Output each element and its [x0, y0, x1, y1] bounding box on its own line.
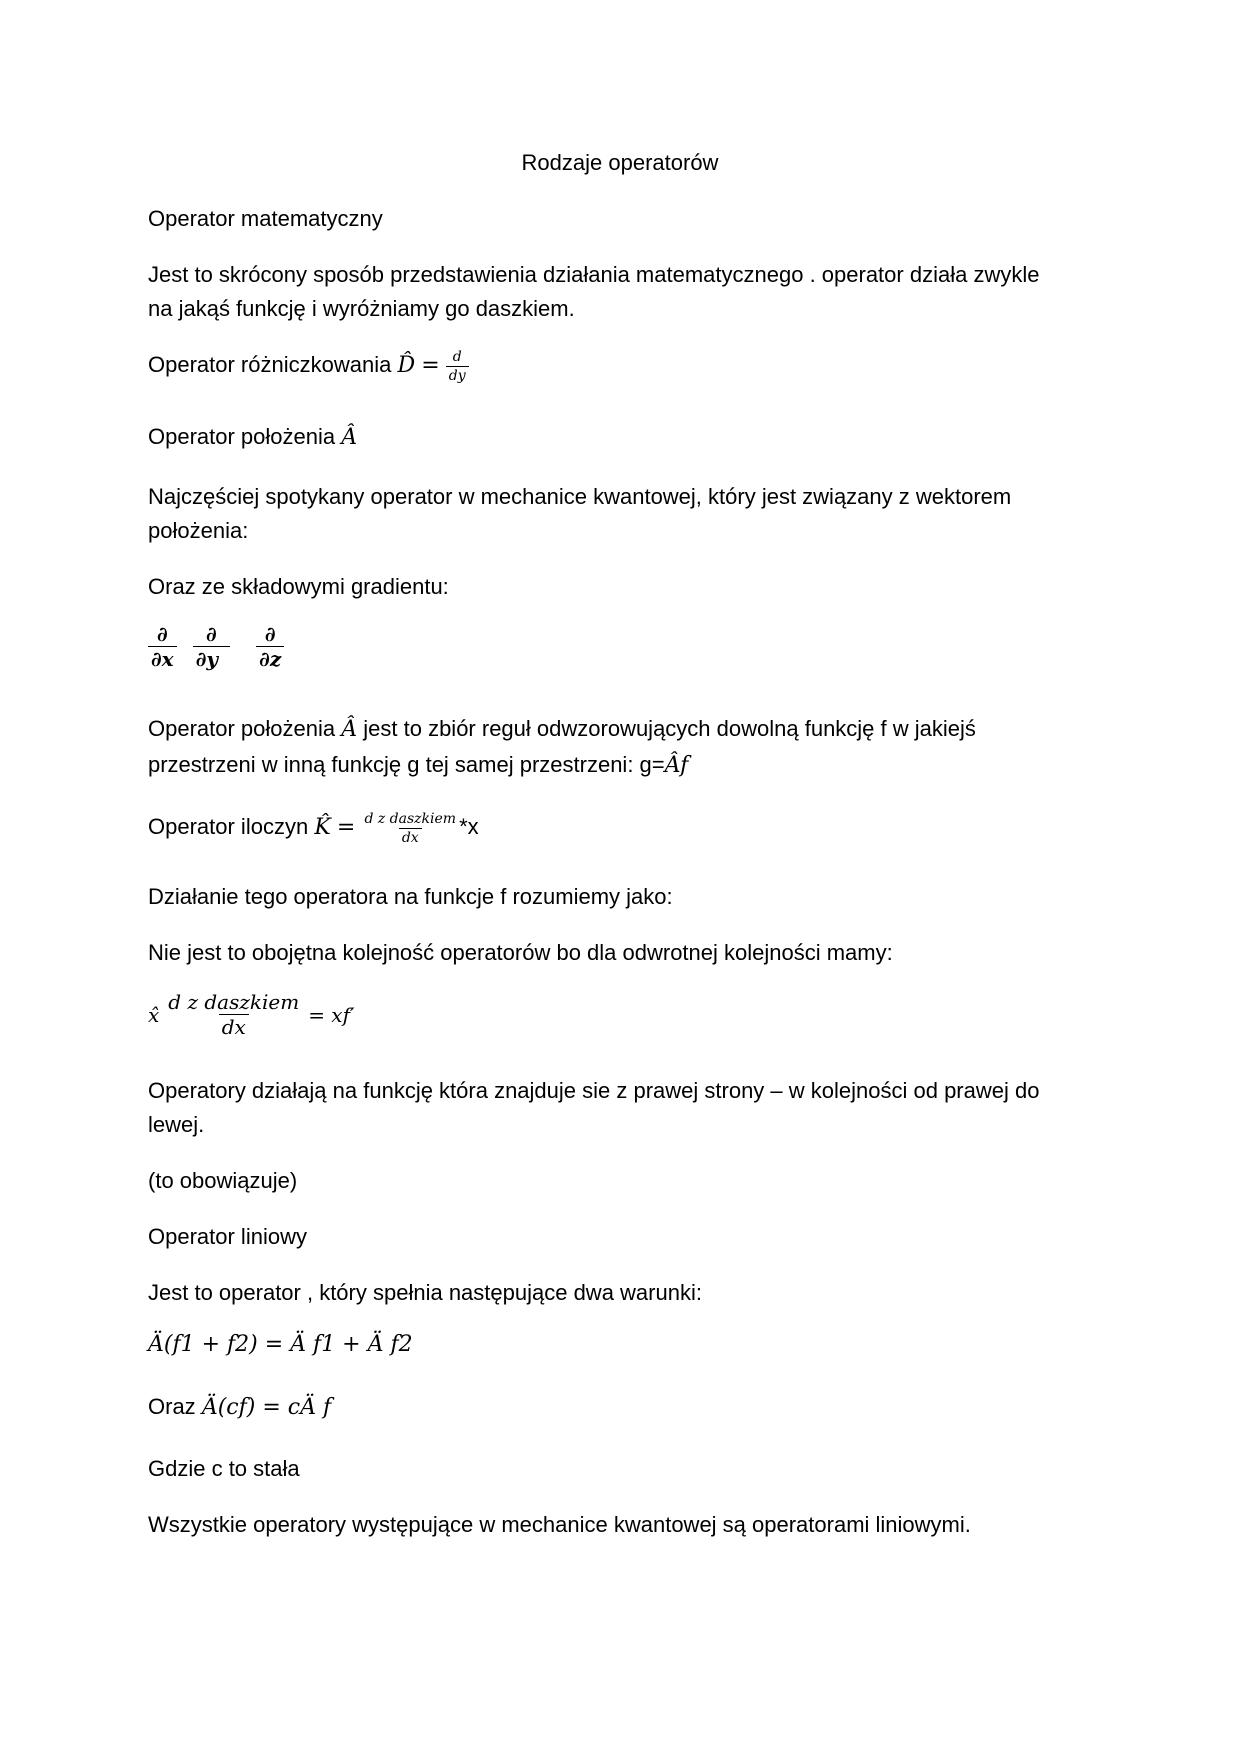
product-operator-label: Operator iloczyn [148, 814, 309, 839]
reverse-fraction [165, 992, 302, 1037]
paragraph-line: Nie jest to obojętna kolejność operatorów bo dla odwrotnej kolejności mamy: [148, 940, 893, 965]
fraction-numerator: d z daszkiem [364, 810, 457, 827]
paragraph-line: Oraz ze składowymi gradientu: [148, 574, 449, 599]
diff-operator-symbol: D̂ [397, 353, 416, 378]
paragraph-line: Jest to skrócony sposób przedstawienia działania matematycznego . operator działa zwykle [148, 262, 1040, 287]
position-operator-label: Operator położenia [148, 424, 336, 449]
paragraph-line: (to obowiązuje) [148, 1168, 298, 1193]
fraction-denominator: ∂y [193, 646, 230, 669]
text-span: Operator położenia [148, 716, 336, 741]
paragraph-line: na jakąś funkcję i wyróżniamy go daszkiem. [148, 296, 575, 321]
diff-operator-label: Operator różniczkowania [148, 352, 392, 377]
partial-x-fraction [148, 624, 177, 669]
linearity-condition-1: Ä(f1 + f2) = Ä f1 + Ä f2 [148, 1332, 413, 1357]
product-tail: *x [459, 814, 479, 839]
fraction-denominator: dx [399, 828, 422, 845]
position-operator-symbol: Â [341, 717, 358, 742]
fraction-numerator: d z daszkiem [168, 990, 300, 1014]
position-operator-definition-line [148, 748, 688, 783]
equation-row [148, 992, 355, 1037]
diff-fraction [446, 350, 469, 383]
equals-sign: = [421, 353, 440, 378]
paragraph-line: lewej. [148, 1112, 205, 1137]
equals-sign: = [336, 815, 356, 840]
fraction-numerator: ∂ [206, 622, 217, 646]
operator-applied-symbol: Âf [664, 753, 689, 778]
fraction-numerator: ∂ [264, 622, 276, 646]
linearity-condition-2: Ä(cf) = cÄ f [201, 1395, 332, 1420]
paragraph-line: Gdzie c to stała [148, 1456, 300, 1481]
fraction-denominator: ∂x [148, 646, 177, 669]
paragraph-line: Wszystkie operatory występujące w mechanice kwantowej są operatorami liniowymi. [148, 1512, 971, 1537]
product-operator-line [148, 810, 479, 845]
paragraph-line: położenia: [148, 518, 249, 543]
paragraph-line: Działanie tego operatora na funkcje f rozumiemy jako: [148, 884, 673, 909]
linearity-condition-2-line [148, 1390, 331, 1425]
heading-math-operator: Operator matematyczny [148, 206, 383, 231]
text-span: jest to zbiór reguł odwzorowujących dowolną funkcję f w jakiejś [363, 716, 976, 741]
partial-z-fraction [256, 624, 284, 669]
paragraph-line: Jest to operator , który spełnia następujące dwa warunki: [148, 1280, 702, 1305]
position-operator-symbol: Â [341, 425, 358, 450]
fraction-denominator: dx [219, 1014, 249, 1037]
fraction-numerator: d [452, 348, 462, 365]
product-fraction [361, 812, 459, 845]
diff-operator-line [148, 348, 469, 383]
fraction-denominator: dy [446, 366, 469, 383]
x-hat-symbol: x̂ [148, 1002, 160, 1027]
document-title: Rodzaje operatorów [521, 150, 719, 175]
partial-y-fraction [193, 624, 230, 669]
fraction-denominator: ∂z [256, 646, 284, 669]
text-span: przestrzeni w inną funkcję g tej samej przestrzeni: g= [148, 752, 665, 777]
gradient-components [148, 624, 284, 669]
fraction-numerator: ∂ [156, 622, 168, 646]
paragraph-line: Operatory działają na funkcję która znajduje sie z prawej strony – w kolejności od prawej do [148, 1078, 1040, 1103]
position-operator-line [148, 420, 357, 455]
position-operator-definition-line [148, 712, 976, 747]
paragraph-line: Najczęściej spotykany operator w mechanice kwantowej, który jest związany z wektorem [148, 484, 1012, 509]
product-operator-symbol: K̂ [314, 815, 331, 840]
reverse-order-equation [148, 992, 355, 1037]
oraz-label: Oraz [148, 1394, 196, 1419]
equation-rhs: = xf′ [308, 1002, 355, 1027]
heading-linear-operator: Operator liniowy [148, 1224, 307, 1249]
